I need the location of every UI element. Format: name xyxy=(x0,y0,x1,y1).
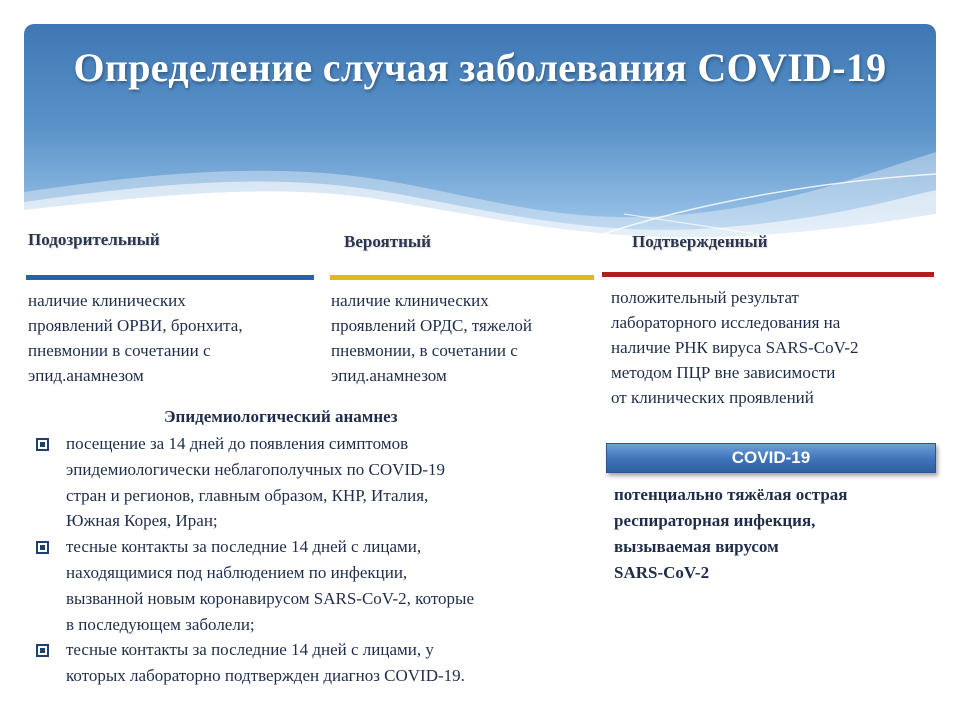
page-title: Определение случая заболевания COVID-19 xyxy=(73,45,887,90)
text-line: SARS-CoV-2 xyxy=(614,563,710,582)
square-bullet-icon xyxy=(36,644,49,657)
text-line: наличие клинических xyxy=(28,291,186,310)
text-line: эпидемиологически неблагополучных по COVID-19 xyxy=(66,459,446,479)
text-line: лабораторного исследования на xyxy=(611,313,841,332)
text-line: проявлений ОРВИ, бронхита, xyxy=(28,316,243,335)
text-line: находящимися под наблюдением по инфекции, xyxy=(66,562,408,582)
text-line: проявлений ОРДС, тяжелой xyxy=(331,316,533,335)
square-bullet-icon xyxy=(36,438,49,451)
probable-heading: Вероятный xyxy=(344,232,431,251)
probable-divider xyxy=(330,275,594,280)
covid-badge: COVID-19 xyxy=(606,443,936,473)
text-line: в последующем заболели; xyxy=(66,614,255,634)
text-line: стран и регионов, главным образом, КНР, Италия, xyxy=(66,485,429,505)
text-line: респираторная инфекция, xyxy=(614,511,816,530)
text-line: эпид.анамнезом xyxy=(28,366,144,385)
text-line: тесные контакты за последние 14 дней с лицами, у xyxy=(66,640,434,660)
text-line: посещение за 14 дней до появления симптомов xyxy=(66,434,409,453)
covid-definition xyxy=(614,482,934,586)
text-line: эпид.анамнезом xyxy=(331,366,447,385)
suspected-divider xyxy=(26,275,314,280)
confirmed-text xyxy=(611,285,936,410)
text-line: пневмонии в сочетании с xyxy=(28,341,211,360)
confirmed-heading: Подтвержденный xyxy=(632,232,768,251)
suspected-heading: Подозрительный xyxy=(28,230,160,249)
text-line: положительный результат xyxy=(611,288,799,307)
text-line: методом ПЦР вне зависимости xyxy=(611,363,836,382)
text-line: наличие клинических xyxy=(331,291,489,310)
confirmed-divider xyxy=(602,272,934,277)
suspected-text xyxy=(28,288,318,388)
text-line: потенциально тяжёлая острая xyxy=(614,485,848,504)
text-line: вызываемая вирусом xyxy=(614,537,779,556)
text-line: наличие РНК вируса SARS-CoV-2 xyxy=(611,338,859,357)
square-bullet-icon xyxy=(36,541,49,554)
probable-text xyxy=(331,288,601,388)
anamnesis-list xyxy=(30,431,590,689)
text-line: тесные контакты за последние 14 дней с лицами, xyxy=(66,537,422,557)
text-line: вызванной новым коронавирусом SARS-CoV-2, которые xyxy=(66,588,475,608)
text-line: которых лабораторно подтвержден диагноз COVID-19. xyxy=(66,666,465,686)
anamnesis-item xyxy=(30,637,590,689)
anamnesis-item xyxy=(30,534,590,637)
text-line: от клинических проявлений xyxy=(611,388,814,407)
anamnesis-title: Эпидемиологический анамнез xyxy=(164,407,398,426)
text-line: Южная Корея, Иран; xyxy=(66,511,218,531)
anamnesis-item xyxy=(30,431,590,534)
text-line: пневмонии, в сочетании с xyxy=(331,341,518,360)
